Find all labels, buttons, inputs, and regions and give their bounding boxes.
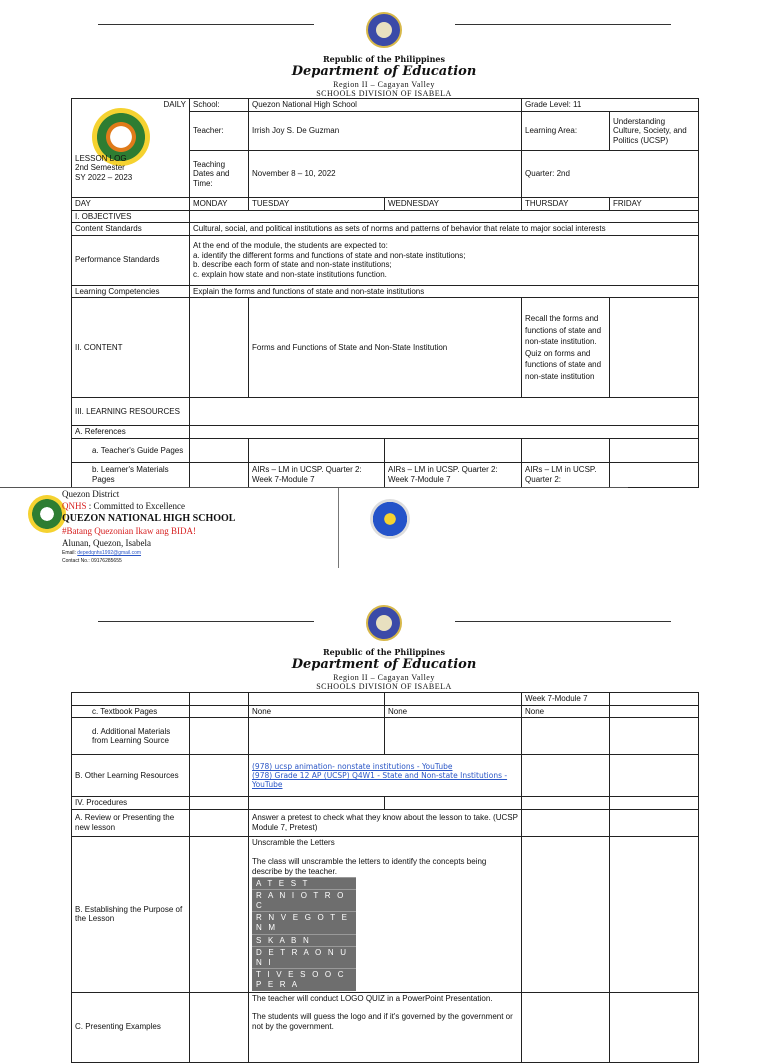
presenting-line-2: The students will guess the logo and if it's governed by the government or not by the government. [252,1012,513,1031]
page-2 [0,600,768,1032]
region-text: Region II – Cagayan Valley [333,80,435,89]
republic-text: Republic of the Philippines [322,54,445,64]
purpose-title: Unscramble the Letters [252,837,335,847]
teacher-label: Teacher: [190,112,249,151]
region-text: Region II – Cagayan Valley [333,673,435,682]
review-value: Answer a pretest to check what they know about the lesson to take. (UCSP Module 7, Pretest) [249,809,522,836]
continued-thursday: Week 7-Module 7 [522,693,610,706]
content-label: II. CONTENT [72,298,190,398]
textbook-wednesday: None [385,705,522,718]
friday-header: FRIDAY [610,198,699,211]
hashtag-text: #Batang Quezonian Ikaw ang BIDA! [62,526,196,536]
textbook-thursday: None [522,705,610,718]
school-label: School: [190,99,249,112]
quarter-value: Quarter: 2nd [522,151,699,198]
learning-area-value: Understanding Culture, Society, and Politics (UCSP) [610,112,699,151]
youtube-link-1[interactable]: (978) ucsp animation- nonstate institutions - YouTube [252,762,453,772]
learning-area-label: Learning Area: [522,112,610,151]
district-text: Quezon District [62,489,120,499]
tuesday-header: TUESDAY [249,198,385,211]
scrambled-word: A T E S T [252,877,356,890]
content-thursday: Recall the forms and functions of state and non-state institution. Quiz on forms and functions of state and non-state institution [522,298,610,398]
dates-value: November 8 – 10, 2022 [249,151,522,198]
department-title: Department of Education [291,64,477,79]
review-label: A. Review or Presenting the new lesson [72,809,190,836]
motto-line [62,501,185,511]
competencies-label: Learning Competencies [72,285,190,298]
content-value: Forms and Functions of State and Non-State Institution [249,298,522,398]
lesson-log-table-1 [71,98,699,488]
republic-text: Republic of the Philippines [322,647,445,657]
content-standards-label: Content Standards [72,223,190,236]
email-line [62,550,141,556]
scrambled-word: R N V E G O T E N M [252,911,356,933]
deped-matatag-logo-icon [370,499,410,539]
teachers-guide-label: a. Teacher's Guide Pages [72,438,190,462]
school-value: Quezon National High School [249,99,522,112]
scrambled-word: D E T R A O N U N I [252,946,356,968]
competencies-value: Explain the forms and functions of state and non-state institutions [190,285,699,298]
division-text: SCHOOLS DIVISION OF ISABELA [316,682,452,691]
school-name-footer: QUEZON NATIONAL HIGH SCHOOL [62,513,236,524]
textbook-tuesday: None [249,705,385,718]
scrambled-word: R A N I O T R O C [252,889,356,911]
presenting-label: C. Presenting Examples [72,992,190,1062]
purpose-value [249,836,522,992]
performance-line: At the end of the module, the students are expected to: [193,241,388,251]
daily-label: DAILY [163,100,186,109]
email-link[interactable]: depedqnhs1992@gmail.com [77,550,142,556]
deped-seal-icon [366,12,402,48]
wednesday-header: WEDNESDAY [385,198,522,211]
monday-header: MONDAY [190,198,249,211]
header-rule-left [98,24,314,25]
learners-thursday: AIRs – LM in UCSP. Quarter 2: [522,462,610,487]
learners-wednesday: AIRs – LM in UCSP. Quarter 2: Week 7-Module 7 [385,462,522,487]
school-year-label: SY 2022 – 2023 [75,172,133,182]
presenting-line-1: The teacher will conduct LOGO QUIZ in a PowerPoint Presentation. [252,993,493,1003]
lesson-log-title-cell [72,99,190,198]
other-resources-links [249,755,522,797]
semester-label: 2nd Semester [75,163,125,173]
resources-label: III. LEARNING RESOURCES [72,398,190,426]
header-rule-right [455,621,671,622]
department-title: Department of Education [291,657,477,672]
learners-materials-label: b. Learner's Materials Pages [72,462,190,487]
scrambled-word: S K A B N [252,934,356,947]
procedures-label: IV. Procedures [72,797,190,810]
qnhs-short: QNHS [62,501,87,511]
header-rule-right [455,24,671,25]
additional-materials-label: d. Additional Materials from Learning Source [72,718,190,755]
lesson-log-label: LESSON LOG [75,153,127,163]
contact-text: Contact No.: 09176285655 [62,558,122,564]
youtube-link-2[interactable]: (978) Grade 12 AP (UCSP) Q4W1 - State and Non-state Institutions - YouTube [252,771,508,790]
performance-line: c. explain how state and non-state institutions function. [193,269,387,279]
learners-tuesday: AIRs – LM in UCSP. Quarter 2: Week 7-Module 7 [249,462,385,487]
content-standards-value: Cultural, social, and political institutions as sets of norms and patterns of behavior that relate to major social interests [190,223,699,236]
lesson-log-table-2 [71,692,699,1063]
dates-label: Teaching Dates and Time: [190,151,249,198]
deped-seal-icon [366,605,402,641]
header-rule-left [98,621,314,622]
page-footer [0,487,628,570]
performance-line: b. describe each form of state and non-state institutions; [193,260,392,270]
other-resources-label: B. Other Learning Resources [72,755,190,797]
footer-divider [338,488,339,568]
purpose-label: B. Establishing the Purpose of the Lesson [72,836,190,992]
presenting-value [249,992,522,1062]
email-label: Email: [62,550,78,556]
motto-text: : Committed to Excellence [86,501,185,511]
address-text: Alunan, Quezon, Isabela [62,538,151,548]
grade-level: Grade Level: 11 [522,99,699,112]
performance-standards-value [190,235,699,285]
thursday-header: THURSDAY [522,198,610,211]
scrambled-word: T I V E S O O C P E R A [252,968,356,990]
teacher-value: Irrish Joy S. De Guzman [249,112,522,151]
performance-line: a. identify the different forms and functions of state and non-state institutions; [193,250,466,260]
performance-standards-label: Performance Standards [72,235,190,285]
objectives-label: I. OBJECTIVES [72,210,190,223]
references-label: A. References [72,426,190,439]
division-text: SCHOOLS DIVISION OF ISABELA [316,89,452,98]
textbook-label: c. Textbook Pages [72,705,190,718]
purpose-text: The class will unscramble the letters to identify the concepts being describe by the teacher. [252,857,487,876]
day-header: DAY [72,198,190,211]
qnhs-logo-icon [28,495,66,533]
